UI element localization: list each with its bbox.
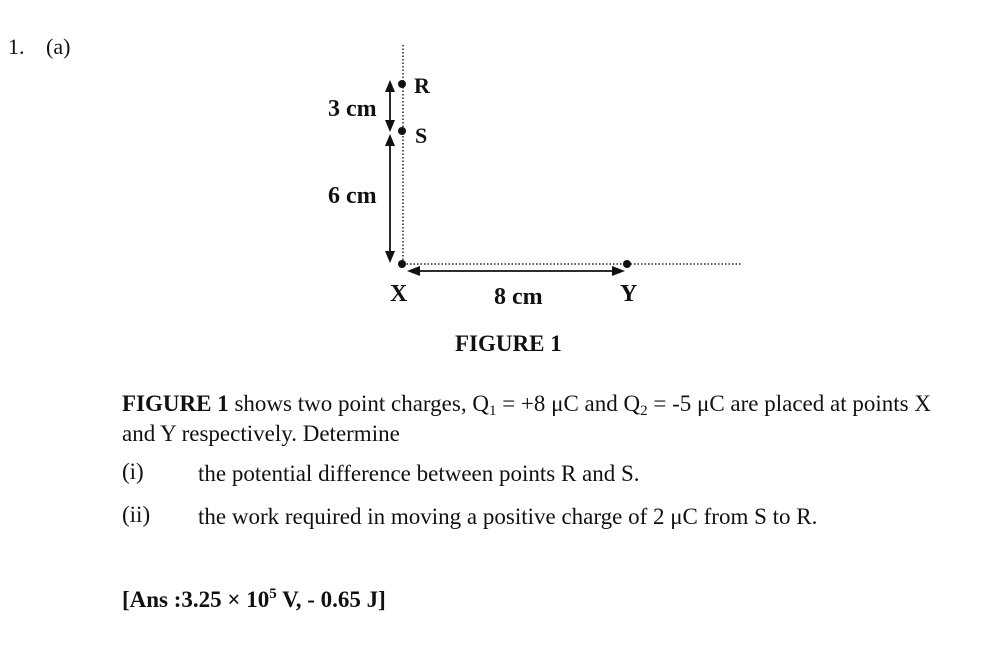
dimension-label-rs: 3 cm [328, 96, 377, 122]
question-stem [122, 389, 952, 449]
point-y-dot [623, 260, 631, 268]
stem-subscript-1: 1 [488, 403, 497, 419]
answer-suffix: V, - 0.65 J] [276, 587, 386, 612]
dimension-label-sx: 6 cm [328, 183, 377, 209]
question-number: 1. [8, 34, 25, 59]
stem-figure-reference: FIGURE 1 [122, 391, 229, 416]
stem-text-1: shows two point charges, Q [228, 391, 489, 416]
stem-subscript-2: 2 [640, 403, 648, 419]
label-x: X [390, 281, 408, 307]
point-s-dot [398, 127, 406, 135]
stem-text-3: = -5 μC are placed at points X and Y respectively. Determine [122, 391, 931, 446]
dimension-label-xy: 8 cm [494, 284, 543, 310]
point-x-dot [398, 260, 406, 268]
arrowhead-rs-bottom [385, 120, 395, 132]
question-part-label: (a) [46, 34, 71, 59]
label-r: R [414, 73, 430, 98]
figure-caption: FIGURE 1 [455, 331, 562, 356]
answer-prefix: [Ans :3.25 × 10 [122, 587, 270, 612]
arrowhead-rs-top [385, 80, 395, 92]
subpart-label-ii: (ii) [122, 502, 151, 527]
arrowhead-xy-left [407, 266, 420, 276]
subpart-text-i: the potential difference between points R and S. [198, 461, 640, 486]
subpart-text-ii: the work required in moving a positive charge of 2 μC from S to R. [198, 504, 818, 529]
answer-line [122, 587, 386, 613]
answer-exponent: 5 [269, 586, 277, 602]
point-r-dot [398, 80, 406, 88]
stem-text-2: = +8 μC and Q [496, 391, 641, 416]
label-s: S [415, 123, 428, 148]
arrowhead-sx-top [385, 134, 395, 146]
arrowhead-xy-right [612, 266, 625, 276]
subpart-label-i: (i) [122, 459, 144, 484]
label-y: Y [620, 281, 638, 307]
arrowhead-sx-bottom [385, 251, 395, 263]
